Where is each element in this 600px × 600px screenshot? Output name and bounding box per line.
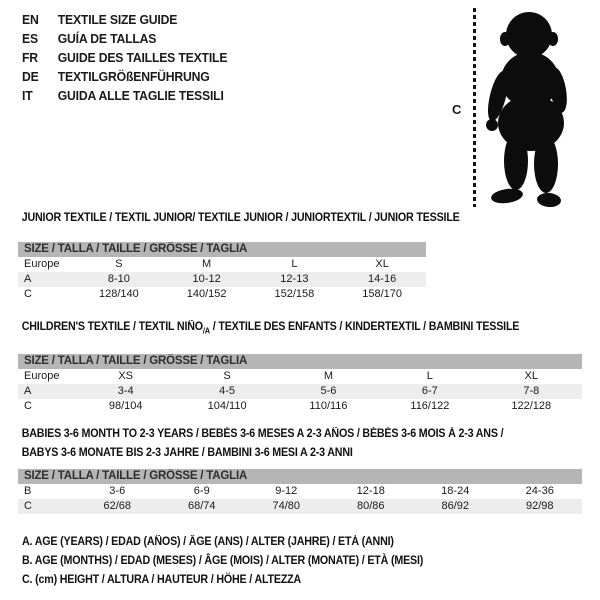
language-row: [22, 67, 227, 86]
title-text: / TEXTILE DES ENFANTS / KINDERTEXTIL / BAMBINI TESSILE: [209, 321, 520, 333]
table-row: [18, 484, 582, 499]
table-cell: 6-9: [193, 485, 210, 497]
row-label: A: [24, 273, 32, 285]
language-list: [22, 10, 227, 105]
table-cell: 86/92: [441, 500, 470, 512]
language-title: GUIDA ALLE TAGLIE TESSILI: [57, 88, 224, 103]
babies-table-section: [18, 425, 582, 514]
title-subscript: /A: [202, 326, 210, 336]
table-cell: 5-6: [320, 385, 337, 398]
table-row: [18, 399, 582, 414]
babies-table-title: [18, 425, 543, 463]
row-label: C: [24, 288, 32, 300]
height-measure-label: C: [452, 102, 462, 117]
row-label: C: [24, 500, 32, 512]
table-cell: 116/122: [410, 400, 450, 413]
table-cell: 12-18: [356, 485, 385, 497]
table-cell: 80/86: [356, 500, 385, 512]
table-row: [18, 287, 426, 302]
table-cell: XL: [375, 258, 389, 270]
size-header-band: SIZE / TALLA / TAILLE / GRÖSSE / TAGLIA: [18, 242, 426, 257]
title-line: BABIES 3-6 MONTH TO 2-3 YEARS / BEBÉS 3-6 MESES A 2-3 AÑOS / BÉBÉS 3-6 MOIS À 2-3 ANS /: [21, 428, 504, 440]
table-cell: XS: [118, 370, 134, 383]
table-cell: 7-8: [523, 385, 540, 398]
table-cell: 24-36: [525, 485, 554, 497]
title-text: CHILDREN'S TEXTILE / TEXTIL NIÑO: [21, 321, 203, 333]
row-label: Europe: [24, 370, 60, 383]
size-header-band: SIZE / TALLA / TAILLE / GRÖSSE / TAGLIA: [18, 354, 582, 369]
row-label: C: [24, 400, 32, 413]
language-title: TEXTILGRÖßENFÜHRUNG: [57, 69, 210, 84]
table-cell: 128/140: [98, 288, 139, 300]
row-label: A: [24, 385, 32, 398]
language-code: DE: [22, 69, 39, 84]
babies-size-table: [18, 484, 582, 514]
row-label: B: [24, 485, 32, 497]
language-title: GUÍA DE TALLAS: [57, 31, 157, 46]
table-cell: 140/152: [186, 288, 227, 300]
junior-table-section: [18, 211, 460, 302]
table-cell: 12-13: [280, 273, 309, 285]
children-table-section: [18, 320, 582, 414]
language-row: [22, 86, 227, 105]
language-code: IT: [22, 88, 33, 103]
table-cell: M: [323, 370, 334, 383]
table-cell: 92/98: [525, 500, 554, 512]
table-cell: 3-6: [109, 485, 126, 497]
height-measure-line: [473, 8, 476, 207]
table-row: [18, 272, 426, 287]
table-cell: S: [115, 258, 123, 270]
row-label: Europe: [24, 258, 60, 270]
language-row: [22, 29, 227, 48]
table-cell: 104/110: [207, 400, 247, 413]
children-size-table: [18, 369, 582, 414]
table-cell: 14-16: [368, 273, 397, 285]
language-title: GUIDE DES TAILLES TEXTILE: [57, 50, 228, 65]
table-cell: 68/74: [187, 500, 216, 512]
table-cell: 3-4: [117, 385, 134, 398]
table-cell: 10-12: [192, 273, 221, 285]
table-cell: L: [291, 258, 298, 270]
table-row: [18, 369, 582, 384]
language-code: FR: [22, 50, 38, 65]
table-cell: 110/116: [309, 400, 348, 413]
table-cell: 9-12: [275, 485, 298, 497]
table-cell: 74/80: [272, 500, 301, 512]
table-cell: 62/68: [103, 500, 132, 512]
title-line: BABYS 3-6 MONATE BIS 2-3 JAHRE / BAMBINI 3-6 MESI A 2-3 ANNI: [21, 447, 353, 459]
table-cell: 6-7: [421, 385, 438, 398]
table-cell: S: [223, 370, 231, 383]
table-cell: 158/170: [362, 288, 402, 300]
junior-size-table: [18, 257, 426, 302]
junior-table-title: JUNIOR TEXTILE / TEXTIL JUNIOR/ TEXTILE JUNIOR / JUNIORTEXTIL / JUNIOR TESSILE: [21, 212, 460, 224]
legend-line-c: C. (cm) HEIGHT / ALTURA / HAUTEUR / HÖHE / ALTEZZA: [22, 574, 302, 586]
language-row: [22, 10, 227, 29]
children-table-title: [18, 320, 543, 338]
table-row: [18, 384, 582, 399]
language-code: EN: [22, 12, 39, 27]
legend: [22, 533, 423, 590]
language-title: TEXTILE SIZE GUIDE: [57, 12, 178, 27]
table-cell: 4-5: [219, 385, 236, 398]
table-row: [18, 499, 582, 514]
legend-line-b: B. AGE (MONTHS) / EDAD (MESES) / ÂGE (MOIS) / ALTER (MONATE) / ETÀ (MESI): [22, 555, 424, 567]
table-cell: 8-10: [107, 273, 130, 285]
size-header-band: SIZE / TALLA / TAILLE / GRÖSSE / TAGLIA: [18, 469, 582, 484]
legend-line-a: A. AGE (YEARS) / EDAD (AÑOS) / ÂGE (ANS) / ALTER (JAHRE) / ETÀ (ANNI): [22, 536, 394, 548]
table-cell: 18-24: [441, 485, 470, 497]
baby-silhouette-icon: [484, 8, 584, 208]
table-cell: XL: [524, 370, 539, 383]
language-code: ES: [22, 31, 38, 46]
table-cell: 122/128: [511, 400, 552, 413]
table-cell: 152/158: [274, 288, 315, 300]
table-cell: 98/104: [108, 400, 143, 413]
height-figure: [440, 0, 600, 215]
language-row: [22, 48, 227, 67]
table-cell: L: [426, 370, 433, 383]
table-cell: M: [202, 258, 212, 270]
table-row: [18, 257, 426, 272]
